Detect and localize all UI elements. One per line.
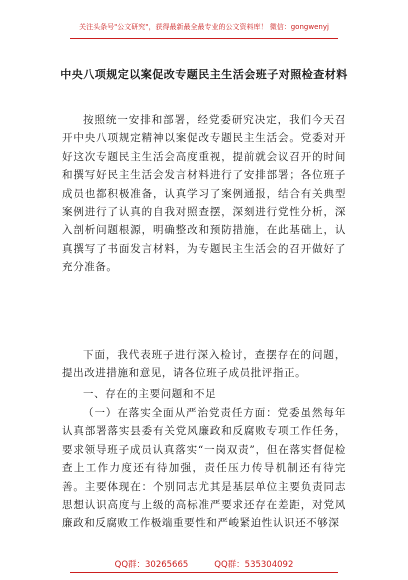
footer-divider (70, 572, 338, 573)
statement-paragraph: 下面，我代表班子进行深入检讨，查摆存在的问题，提出改进措施和意见，请各位班子成员批评指正。 (62, 349, 346, 380)
footer-qq-group-2: QQ群：535304092 (214, 560, 294, 570)
footer-contacts (40, 558, 368, 570)
document-title: 中央八项规定以案促改专题民主生活会班子对照检查材料 (60, 68, 348, 81)
section-paragraph: （一）在落实全面从严治党责任方面：党委虽然每年认真部署落实县委有关党风廉政和反腐败专项工作任务，要求领导班子成员认真落实“一岗双责”，但在落实督促检查上工作力度还有待加强，责任压力传导机制还有待完善。主要体现在：个别同志尤其是基层单位主要负责同志思想认识高度与上级的高标准严要求还存在差距，对党风廉政和反腐败工作极端重要性和严峻紧迫性认识还不够深 (62, 407, 346, 530)
section-heading: 一、存在的主要问题和不足 (83, 388, 217, 400)
footer-qq-group-1: QQ群：30265665 (114, 560, 189, 570)
intro-paragraph: 按照统一安排和部署，经党委研究决定，我们今天召开中央八项规定精神以案促改专题民主生活会。党委对开好这次专题民主生活会高度重视，提前就会议召开的时间和撰写好民主生活会发言材料进行了安排部署；各位班子成员也都积极准备，认真学习了案例通报，结合有关典型案例进行了认真的自我对照查摆，深刻进行党性分析，深入剖析问题根源，明确整改和预防措施，在此基础上，认真撰写了书面发言材料，为专题民主生活会的召开做好了充分准备。 (62, 114, 346, 274)
header-divider (70, 38, 338, 39)
header-note: 关注头条号"公文研究"，获得最新最全最专业的公文资料库！ 微信：gongwenyj (79, 23, 329, 31)
